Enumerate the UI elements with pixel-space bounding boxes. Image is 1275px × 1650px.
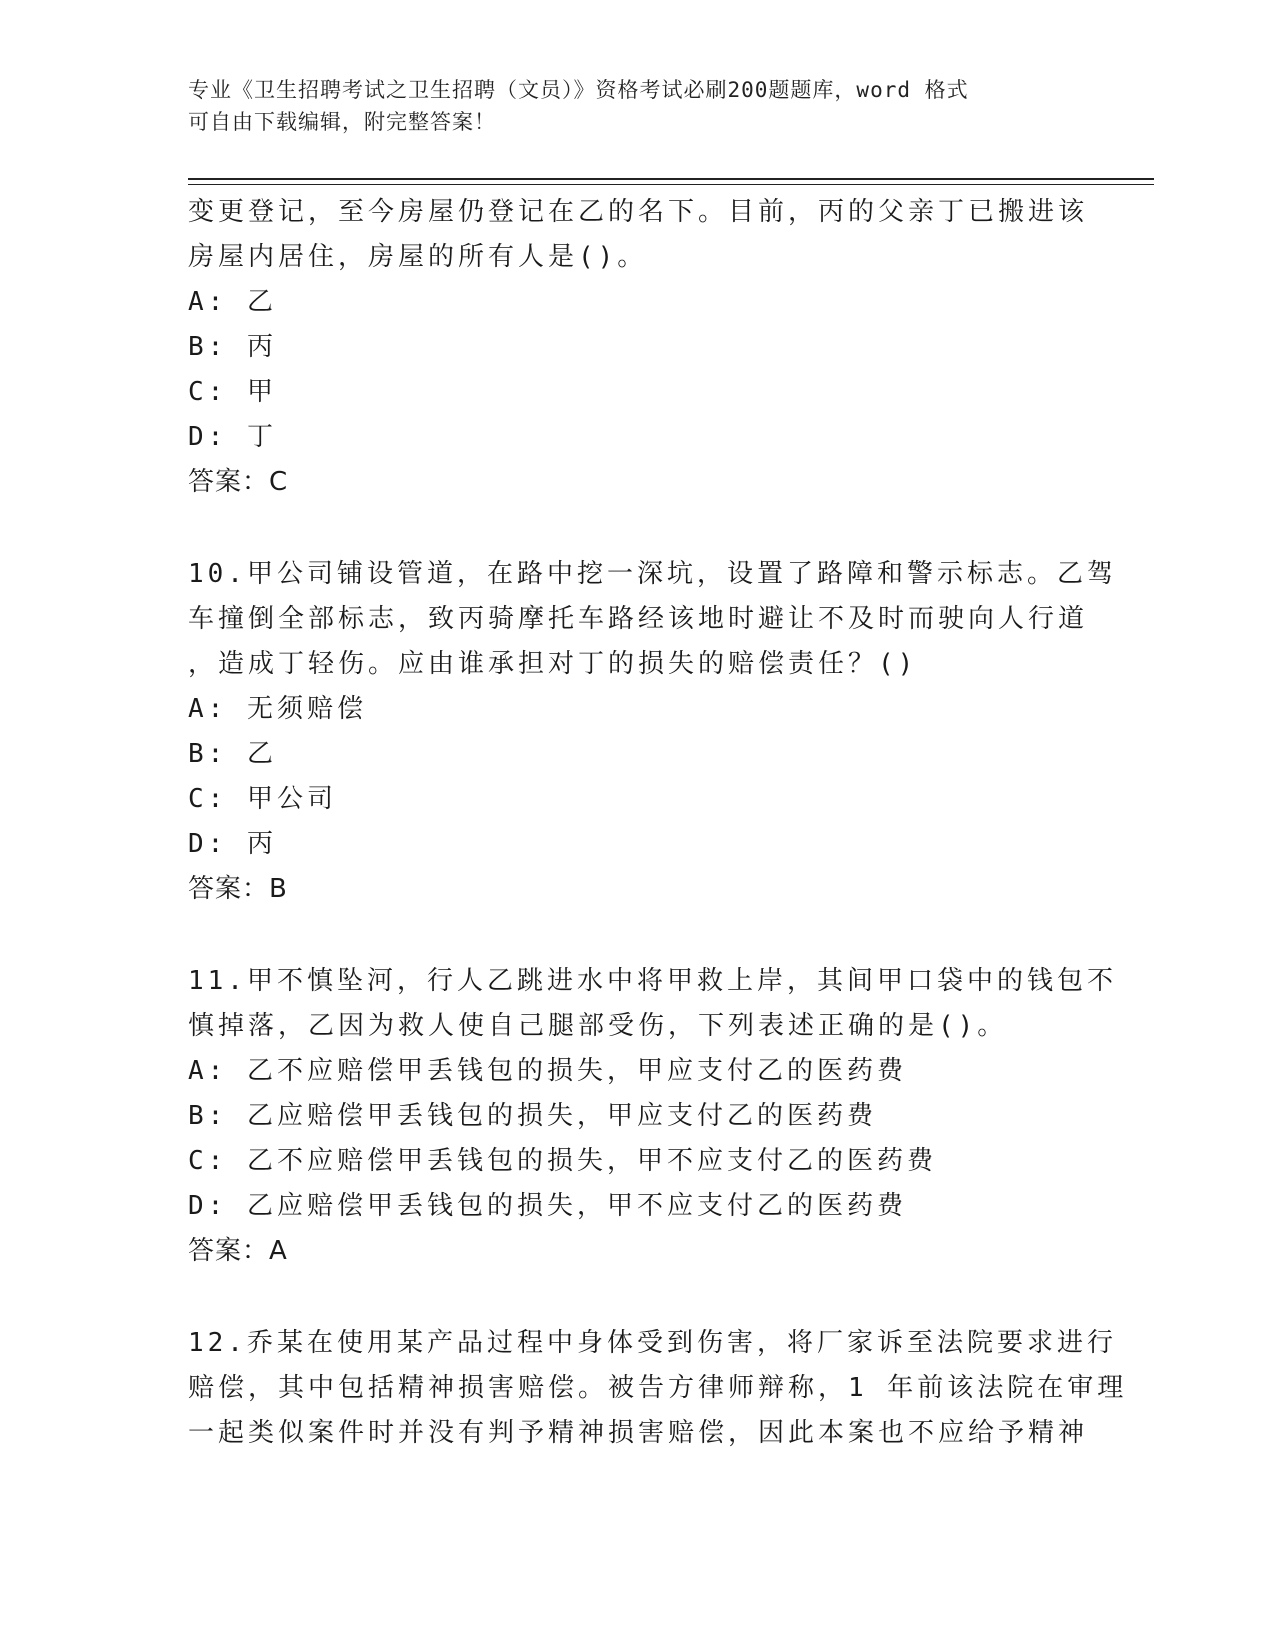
question-12 xyxy=(188,1321,1128,1456)
question-stem-line: 赔偿，其中包括精神损害赔偿。被告方律师辩称，1 年前该法院在审理 xyxy=(188,1373,1128,1403)
question-stem-line: 11.甲不慎坠河，行人乙跳进水中将甲救上岸，其间甲口袋中的钱包不 xyxy=(188,966,1117,996)
option-b: B: 丙 xyxy=(188,332,277,362)
option-d: D: 乙应赔偿甲丢钱包的损失，甲不应支付乙的医药费 xyxy=(188,1191,907,1221)
question-10 xyxy=(188,552,1117,912)
answer-line: 答案：B xyxy=(188,874,288,904)
header-divider-thick xyxy=(188,178,1154,180)
option-b: B: 乙 xyxy=(188,739,277,769)
header-line-1: 专业《卫生招聘考试之卫生招聘（文员）》资格考试必刷200题题库，word 格式 xyxy=(188,78,969,102)
option-b: B: 乙应赔偿甲丢钱包的损失，甲应支付乙的医药费 xyxy=(188,1101,877,1131)
option-c: C: 乙不应赔偿甲丢钱包的损失，甲不应支付乙的医药费 xyxy=(188,1146,937,1176)
question-stem-line: 一起类似案件时并没有判予精神损害赔偿，因此本案也不应给予精神 xyxy=(188,1418,1089,1448)
question-stem-line: 房屋内居住，房屋的所有人是()。 xyxy=(188,242,648,272)
question-stem-line: 变更登记，至今房屋仍登记在乙的名下。目前，丙的父亲丁已搬进该 xyxy=(188,197,1089,227)
question-stem-line: ，造成丁轻伤。应由谁承担对丁的损失的赔偿责任？() xyxy=(188,649,918,679)
option-c: C: 甲公司 xyxy=(188,784,337,814)
option-a: A: 乙 xyxy=(188,287,277,317)
question-9 xyxy=(188,190,1088,505)
header-line-2: 可自由下载编辑，附完整答案！ xyxy=(188,110,496,134)
header-divider-thin xyxy=(188,184,1154,185)
question-11 xyxy=(188,959,1117,1274)
option-d: D: 丁 xyxy=(188,422,277,452)
option-c: C: 甲 xyxy=(188,377,277,407)
question-stem-line: 10.甲公司铺设管道，在路中挖一深坑，设置了路障和警示标志。乙驾 xyxy=(188,559,1117,589)
answer-line: 答案：A xyxy=(188,1236,288,1266)
answer-line: 答案：C xyxy=(188,467,289,497)
question-stem-line: 车撞倒全部标志，致丙骑摩托车路经该地时避让不及时而驶向人行道 xyxy=(188,604,1089,634)
question-stem-line: 12.乔某在使用某产品过程中身体受到伤害，将厂家诉至法院要求进行 xyxy=(188,1328,1117,1358)
question-list xyxy=(188,190,1128,1456)
document-header xyxy=(188,74,1088,138)
option-a: A: 无须赔偿 xyxy=(188,694,367,724)
option-d: D: 丙 xyxy=(188,829,277,859)
question-stem-line: 慎掉落，乙因为救人使自己腿部受伤，下列表述正确的是()。 xyxy=(188,1011,1008,1041)
option-a: A: 乙不应赔偿甲丢钱包的损失，甲应支付乙的医药费 xyxy=(188,1056,907,1086)
